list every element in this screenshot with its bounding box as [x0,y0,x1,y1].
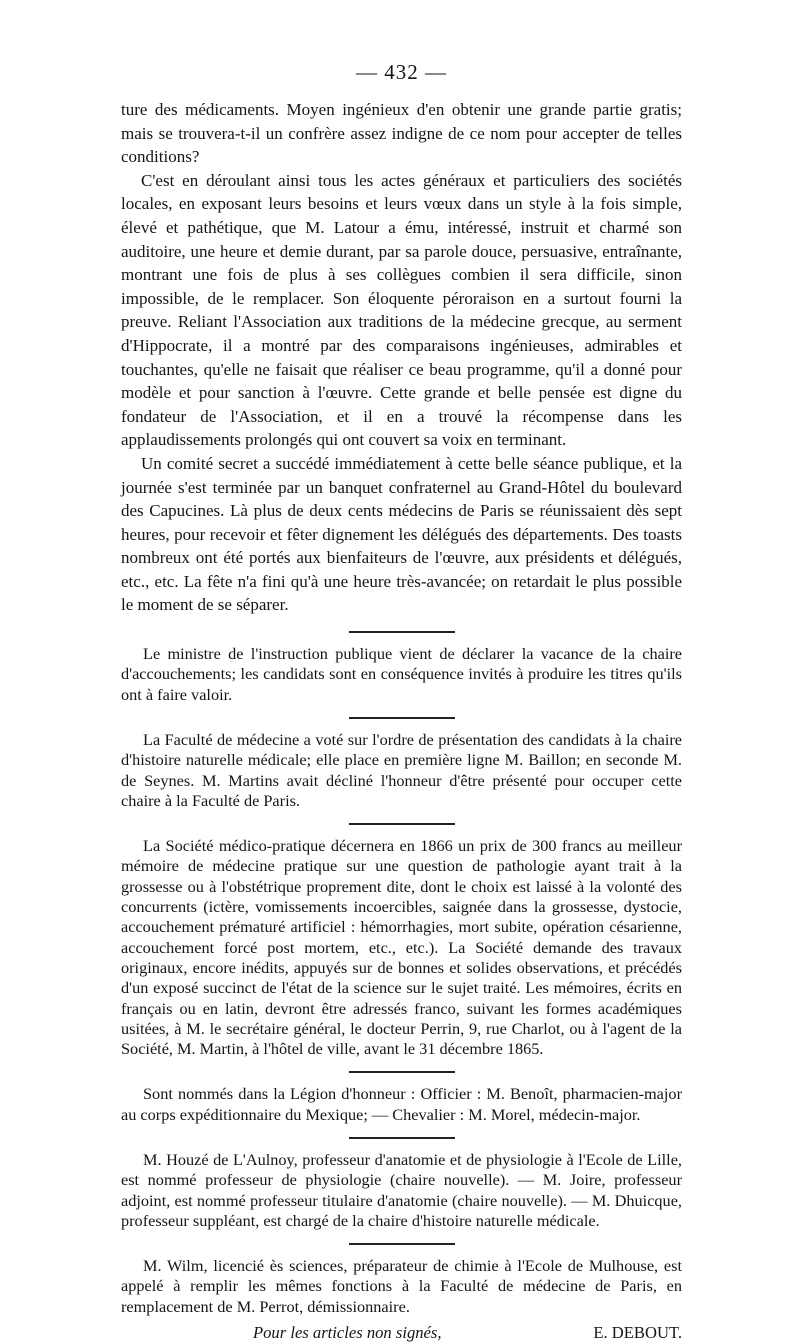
news-item-faculte-vote: La Faculté de médecine a voté sur l'ordre de présentation des candidats à la chaire d'histoire naturelle médicale; elle place en première ligne M. Baillon; en seconde M. de Seynes. M. Martins avait décliné l'honneur d'être présenté pour occuper cette chaire à la Faculté de Paris. [121,729,682,810]
paragraph-3: Un comité secret a succédé immédiatement à cette belle séance publique, et la journée s'est terminée par un banquet confraternel au Grand-Hôtel du boulevard des Capucines. Là plus de deux cents médecins de Paris se réunissaient dès sept heures, pour recevoir et fêter dignement les délégués des départements. Des toasts nombreux ont été portés aux bienfaiteurs de l'œuvre, aux présidents et délégués, etc., etc. La fête n'a fini qu'à une heure très-avancée; on retardait le plus possible le moment de se séparer. [121,453,682,615]
signature-name: E. DEBOUT. [593,1323,682,1343]
signature-label: Pour les articles non signés, [253,1323,442,1343]
news-item-lille-nominations: M. Houzé de L'Aulnoy, professeur d'anatomie et de physiologie à l'Ecole de Lille, est nommé professeur de physiologie (chaire nouvelle). — M. Joire, professeur adjoint, est nommé professeur titulaire d'anatomie (chaire nouvelle). — M. Dhuicque, professeur suppléant, est chargé de la chaire d'histoire naturelle médicale. [121,1150,682,1230]
divider-rule [349,631,455,633]
paragraph-1: ture des médicaments. Moyen ingénieux d'en obtenir une grande partie gratis; mais se trouvera-t-il un confrère assez indigne de ce nom pour accepter de telles conditions? [121,100,682,167]
signature [121,1323,682,1343]
news-item-legion-honneur: Sont nommés dans la Légion d'honneur : Officier : M. Benoît, pharmacien-major au corps expéditionnaire du Mexique; — Chevalier : M. Morel, médecin-major. [121,1084,682,1124]
divider-rule [349,1071,455,1073]
news-item-prix-societe: La Société médico-pratique décernera en 1866 un prix de 300 francs au meilleur mémoire de médecine pratique sur une question de pathologie ayant trait à la grossesse ou à l'obstétrique proprement dite, dont le choix est laissé à la volonté des concurrents (ictère, vomissements incoercibles, saignée dans la grossesse, dystocie, accouchement prématuré artificiel : hémorrhagies, mort subite, opération césarienne, accouchement forcé post mortem, etc., etc.). La Société demande des travaux originaux, encore inédits, appuyés sur de bonnes et solides observations, et précédés d'un exposé succinct de l'état de la science sur le sujet traité. Les mémoires, écrits en français ou en latin, devront être adressés franco, suivant les formes académiques usitées, à M. le secrétaire général, le docteur Perrin, 9, rue Charlot, ou à l'agent de la Société, M. Martin, à l'hôtel de ville, avant le 31 décembre 1865. [121,836,682,1059]
paragraph-2: C'est en déroulant ainsi tous les actes généraux et particuliers des sociétés locales, en exposant leurs besoins et leurs vœux dans un style à la fois simple, élevé et pathétique, que M. Latour a ému, intéressé, instruit et charmé son auditoire, une heure et demie durant, par sa parole douce, persuasive, entraînante, montrant une fois de plus à ses collègues combien il sera difficile, sinon impossible, de le remplacer. Son éloquente péroraison en a surtout fourni la preuve. Reliant l'Association aux traditions de la médecine grecque, au serment d'Hippocrate, il a montré par des comparaisons ingénieuses, admirables et touchantes, qu'elle ne faisait que réaliser ce beau programme, qu'il a donné pour modèle et pour sanction à l'œuvre. Cette grande et belle pensée est digne du fondateur de l'Association, et il en a trouvé la récompense dans les applaudissements prolongés qui ont couvert sa voix en terminant. [121,170,682,450]
news-item-wilm: M. Wilm, licencié ès sciences, préparateur de chimie à l'Ecole de Mulhouse, est appelé à remplir les mêmes fonctions à la Faculté de médecine de Paris, en remplacement de M. Perrot, démissionnaire. [121,1256,682,1316]
divider-rule [349,1137,455,1139]
divider-rule [349,823,455,825]
divider-rule [349,1243,455,1245]
divider-rule [349,717,455,719]
news-item-accouchements: Le ministre de l'instruction publique vient de déclarer la vacance de la chaire d'accouchements; les candidats sont en conséquence invités à produire les titres qu'ils ont à faire valoir. [121,644,682,704]
page-number: — 432 — [356,60,447,84]
